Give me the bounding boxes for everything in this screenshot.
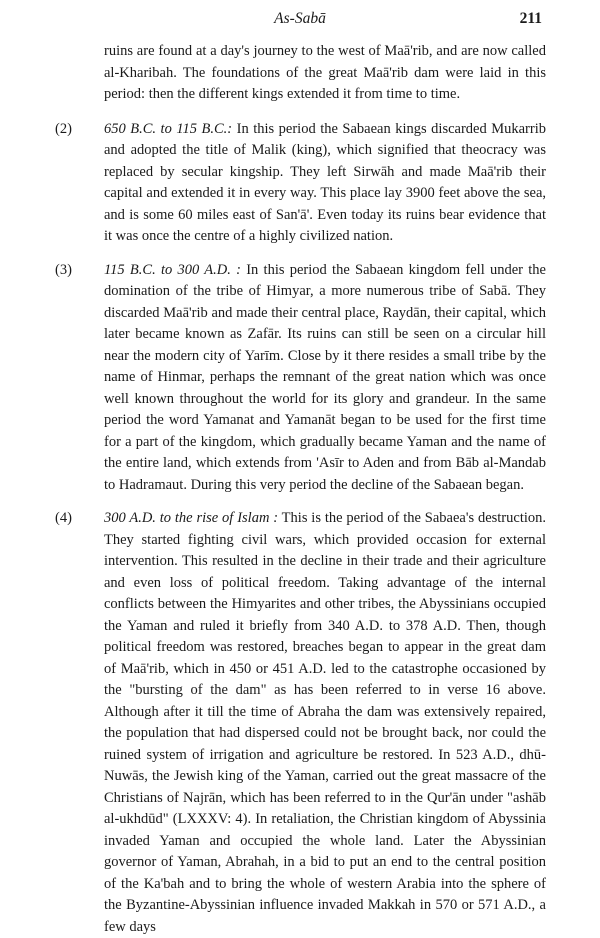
- paragraph-period-4: [0, 508, 600, 938]
- paragraph-text: In this period the Sabaean kings discarded Mukarrib and adopted the title of Malik (king), which signified that theocracy was replaced by secular kingship. They left Sirwāh and made Maā'rib their capital and extended it in every way. This place lay 3900 feet above the sea, and is some 60 miles east of San'ā'. Even today its ruins bear evidence that it was once the centre of a highly civilized nation.: [104, 120, 546, 244]
- page-header: [0, 10, 600, 32]
- paragraph-period-2: [0, 119, 600, 248]
- paragraph-text: This is the period of the Sabaea's destruction. They started fighting civil wars, which provided occasion for external intervention. This resulted in the decline in their trade and their agriculture and even loss of political freedom. Taking advantage of the internal conflicts between the Himyarites and other tribes, the Abyssinians occupied the Yaman and ruled it briefly from 340 A.D. to 378 A.D. Then, though political freedom was restored, breaches began to appear in the great dam of Maā'rib, which in 450 or 451 A.D. led to the catastrophe occasioned by the "bursting of the dam" as has been referred to in verse 16 above. Although after it till the time of Abraha the dam was extensively repaired, the population that had dispersed could not be brought back, nor could the ruined system of irrigation and agriculture be restored. In 523 A.D., dhū-Nuwās, the Jewish king of the Yaman, carried out the great massacre of the Christians of Najrān, which has been referred to in the Qur'ān under "ashāb al-ukhdūd" (LXXXV: 4). In retaliation, the Christian kingdom of Abyssinia invaded Yaman and occupied the whole land. Later the Abyssinian governor of Yaman, Abrahah, in a bid to put an end to the central position of the Ka'bah and to bring the whole of western Arabia into the sphere of the Byzantine-Abyssinian influence invaded Makkah in 570 or 571 A.D., a few days: [104, 510, 546, 935]
- running-head: As-Sabā: [274, 10, 326, 27]
- paragraph-text: ruins are found at a day's journey to the west of Maā'rib, and are now called al-Kharibah. The foundations of the great Maā'rib dam were laid in this period: then the different kings extended it from time to time.: [104, 43, 546, 102]
- period-heading: 650 B.C. to 115 B.C.:: [104, 120, 233, 137]
- paragraph-body: [104, 119, 546, 248]
- period-heading: 115 B.C. to 300 A.D. :: [104, 261, 241, 278]
- paragraph-number: (2): [55, 120, 72, 137]
- paragraph-body: [104, 260, 546, 497]
- paragraph-continued: [0, 41, 600, 106]
- page-number: 211: [519, 10, 542, 27]
- paragraph-number: (4): [55, 510, 72, 526]
- paragraph-number: (3): [55, 261, 72, 278]
- page-body: [0, 41, 600, 938]
- paragraph-period-3: [0, 260, 600, 497]
- paragraph-text: In this period the Sabaean kingdom fell under the domination of the tribe of Himyar, a more numerous tribe of Sabā. They discarded Maā'rib and made their central place, Raydān, their capital, which later became known as Zafār. Its ruins can still be seen on a circular hill near the modern city of Yarīm. Close by it there resides a small tribe by the name of Hinmar, perhaps the remnant of the great nation which was once well known throughout the world for its glory and grandeur. In the same period the word Yamanat and Yamanāt began to be used for the first time for a part of the kingdom, which gradually became Yaman and the name of the entire land, which extends from 'Asīr to Aden and from Bāb al-Mandab to Hadramaut. During this very period the decline of the Sabaean began.: [104, 261, 546, 493]
- period-heading: 300 A.D. to the rise of Islam :: [104, 510, 279, 526]
- paragraph-body: [104, 508, 546, 938]
